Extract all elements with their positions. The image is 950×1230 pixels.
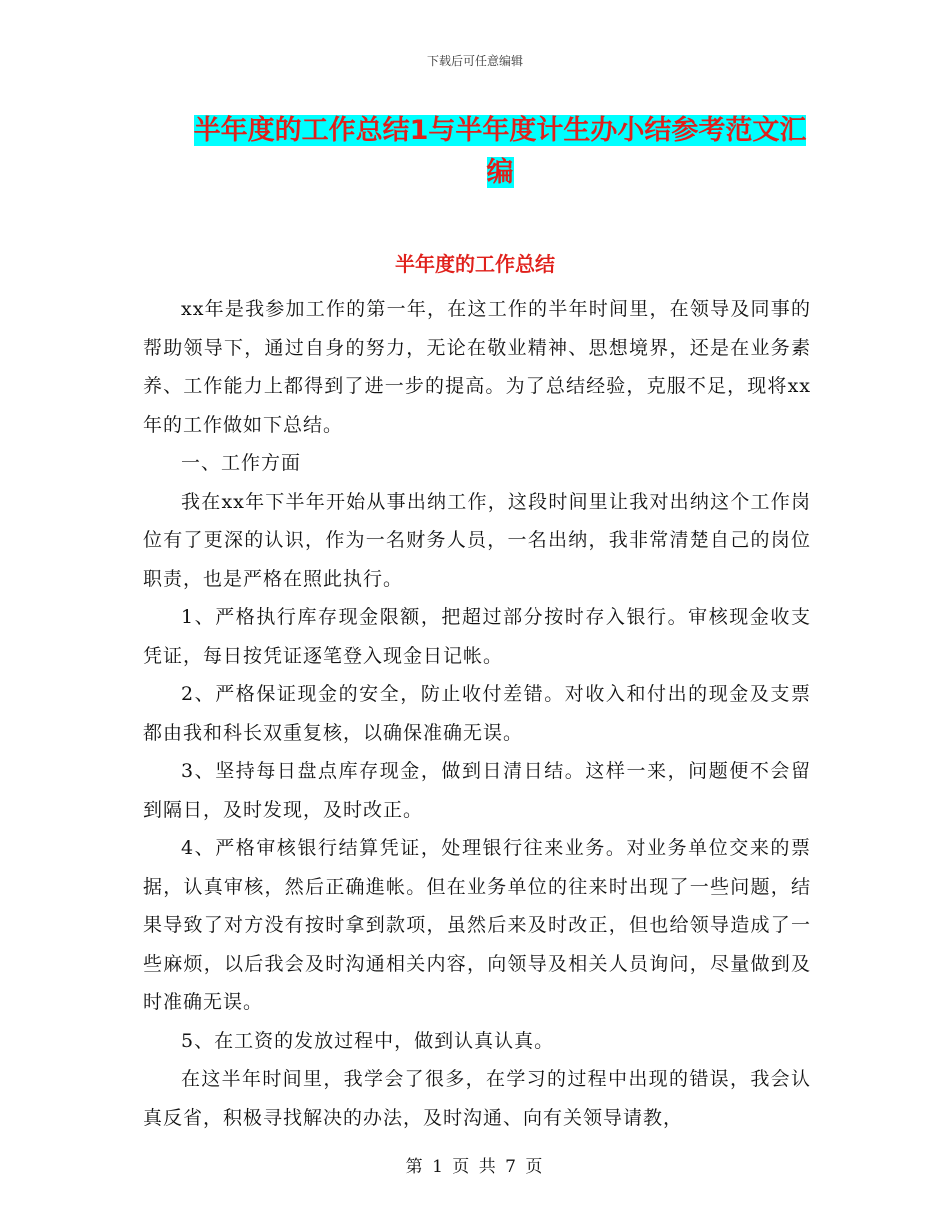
paragraph: xx年是我参加工作的第一年，在这工作的半年时间里，在领导及同事的帮助领导下，通过自身的努力，无论在敬业精神、思想境界，还是在业务素养、工作能力上都得到了进一步的提高。为了总结经验，克服不足，现将xx年的工作做如下总结。 <box>143 298 811 436</box>
header-note: 下载后可任意编辑 <box>426 54 523 68</box>
paragraph: 一、工作方面 <box>181 452 302 474</box>
page-footer: 第 1 页 共 7 页 <box>405 1157 545 1177</box>
paragraph: 4、严格审核银行结算凭证，处理银行往来业务。对业务单位交来的票据，认真审核，然后正确進帐。但在业务单位的往来时出现了一些问题，结果导致了对方没有按时拿到款项，虽然后来及时改正，但也给领导造成了一些麻烦，以后我会及时沟通相关内容，向领导及相关人员询问，尽量做到及时准确无误。 <box>143 837 811 1013</box>
paragraph: 我在xx年下半年开始从事出纳工作，这段时间里让我对出纳这个工作岗位有了更深的认识，作为一名财务人员，一名出纳，我非常清楚自己的岗位职责，也是严格在照此执行。 <box>143 490 811 590</box>
document-title-text: 半年度的工作总结1与半年度计生办小结参考范文汇编 <box>193 115 807 188</box>
paragraph: 5、在工资的发放过程中，做到认真认真。 <box>181 1029 555 1052</box>
paragraph: 2、严格保证现金的安全，防止收付差错。对收入和付出的现金及支票都由我和科长双重复核，以确保准确无误。 <box>143 683 811 744</box>
section-title: 半年度的工作总结 <box>395 252 555 276</box>
paragraph: 在这半年时间里，我学会了很多，在学习的过程中出现的错误，我会认真反省，积极寻找解决的办法，及时沟通、向有关领导请教， <box>143 1068 811 1129</box>
document-title <box>190 110 810 194</box>
paragraph: 1、严格执行库存现金限额，把超过部分按时存入银行。审核现金收支凭证，每日按凭证逐笔登入现金日记帐。 <box>143 606 811 667</box>
body-text <box>143 290 811 1137</box>
paragraph: 3、坚持每日盘点库存现金，做到日清日结。这样一来，问题便不会留到隔日，及时发现，及时改正。 <box>143 760 811 821</box>
